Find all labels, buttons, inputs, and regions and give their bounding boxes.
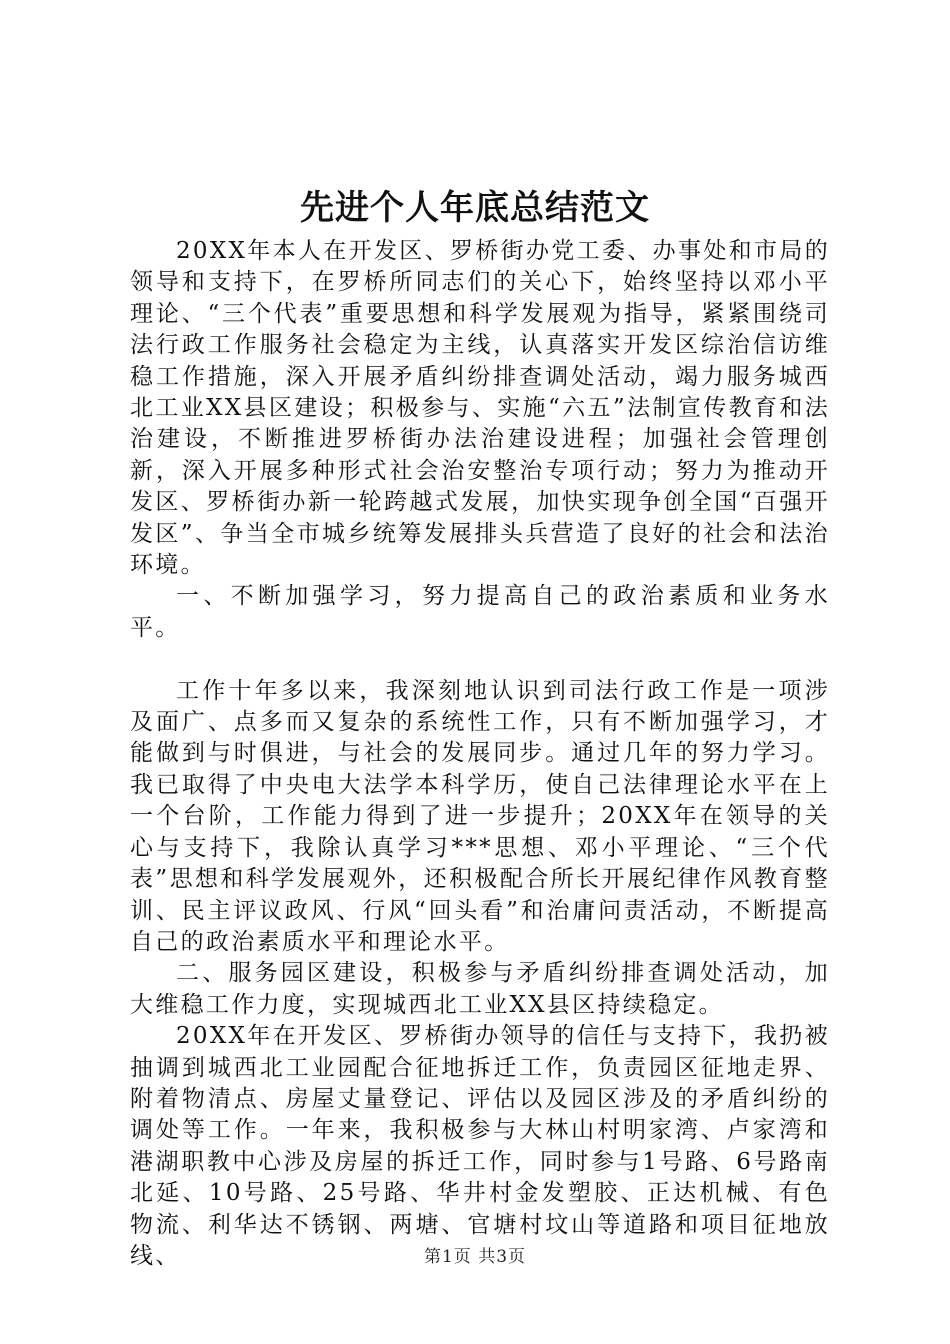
document-title: 先进个人年底总结范文 — [300, 188, 650, 228]
paragraph-park: 20XX年在开发区、罗桥街办领导的信任与支持下，我扔被抽调到城西北工业园配合征地拆迁工作，负责园区征地走界、附着物清点、房屋丈量登记、评估以及园区涉及的矛盾纠纷的调处等工作。一年来，我积极参与大林山村明家湾、卢家湾和港湖职教中心涉及房屋的拆迁工作，同时参与1号路、6号路南北延、10号路、25号路、华井村金发塑胶、正达机械、有色物流、利华达不锈钢、两塘、官塘村坟山等道路和项目征地放线、 — [130, 1023, 830, 1269]
blank-line — [130, 644, 830, 675]
paragraph-study: 工作十年多以来，我深刻地认识到司法行政工作是一项涉及面广、点多而又复杂的系统性工作，只有不断加强学习，才能做到与时俱进，与社会的发展同步。通过几年的努力学习。我已取得了中央电大法学本科学历，使自己法律理论水平在上一个台阶，工作能力得到了进一步提升；20XX年在领导的关心与支持下，我除认真学习***思想、邓小平理论、“三个代表”思想和科学发展观外，还积极配合所长开展纪律作风教育整训、民主评议政风、行风“回头看”和治庸问责活动，不断提高自己的政治素质水平和理论水平。 — [130, 677, 830, 955]
document-body — [130, 236, 830, 1272]
paragraph-intro: 20XX年本人在开发区、罗桥街办党工委、办事处和市局的领导和支持下，在罗桥所同志们的关心下，始终坚持以邓小平理论、“三个代表”重要思想和科学发展观为指导，紧紧围绕司法行政工作服务社会稳定为主线，认真落实开发区综治信访维稳工作措施，深入开展矛盾纠纷排查调处活动，竭力服务城西北工业XX县区建设；积极参与、实施“六五”法制宣传教育和法治建设，不断推进罗桥街办法治建设进程；加强社会管理创新，深入开展多种形式社会治安整治专项行动；努力为推动开发区、罗桥街办新一轮跨越式发展，加快实现争创全国“百强开发区”、争当全市城乡统筹发展排头兵营造了良好的社会和法治环境。 — [130, 238, 830, 579]
section-heading-1: 一、不断加强学习，努力提高自己的政治素质和业务水平。 — [130, 583, 830, 641]
section-heading-2: 二、服务园区建设，积极参与矛盾纠纷排查调处活动，加大维稳工作力度，实现城西北工业XX县区持续稳定。 — [130, 960, 830, 1018]
page-footer: 第1页 共3页 — [423, 1247, 527, 1267]
